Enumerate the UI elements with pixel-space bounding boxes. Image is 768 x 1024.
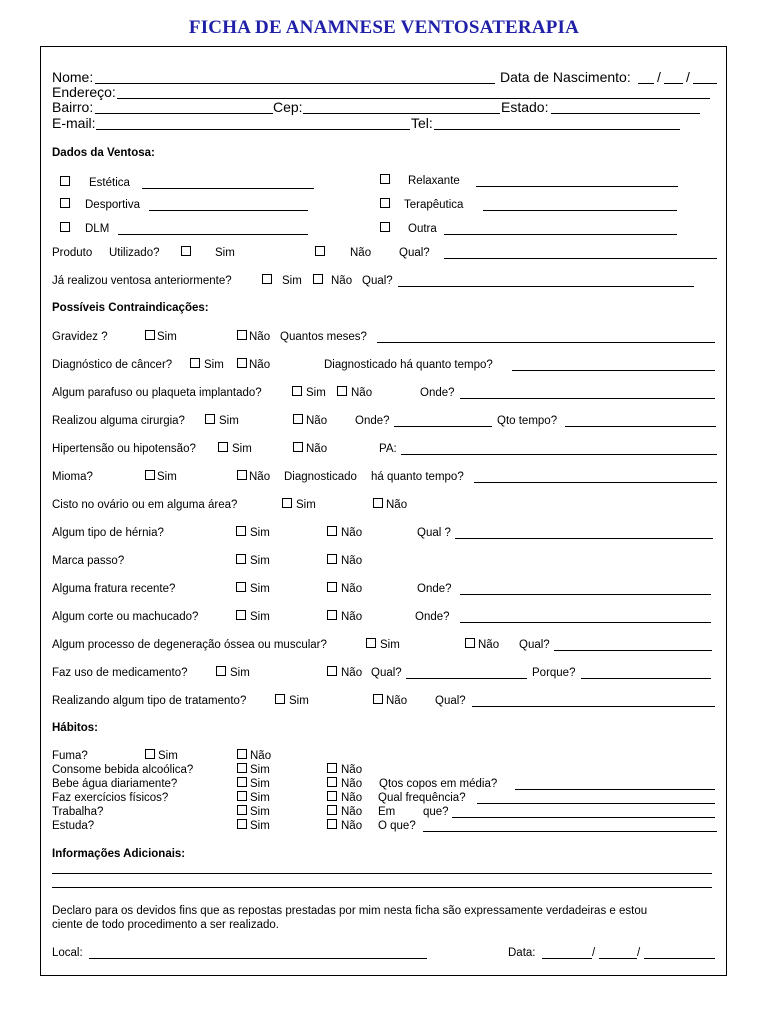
frequencia-label: Qual frequência? (378, 792, 466, 804)
sim-label: Sim (219, 415, 239, 427)
sim-label: Sim (289, 695, 309, 707)
cancer-sim-checkbox[interactable] (190, 358, 200, 368)
cancer-label: Diagnóstico de câncer? (52, 359, 173, 371)
qual-label: Qual ? (417, 527, 451, 539)
copos-label: Qtos copos em média? (379, 778, 498, 790)
fratura-sim-checkbox[interactable] (236, 582, 246, 592)
nao-label: Não (341, 764, 363, 776)
estado-field[interactable] (551, 113, 700, 114)
hernia-qual-field[interactable] (455, 538, 713, 539)
cancer-tempo-field[interactable] (512, 370, 715, 371)
fratura-label: Alguma fratura recente? (52, 583, 176, 595)
utilizado-label: Utilizado? (109, 247, 160, 259)
info-line-2[interactable] (52, 887, 712, 888)
degeneracao-label: Algum processo de degeneração óssea ou muscular? (52, 639, 327, 651)
sim-label: Sim (157, 471, 177, 483)
sim-label: Sim (306, 387, 326, 399)
cirurgia-sim-checkbox[interactable] (205, 414, 215, 424)
que-label: que? (423, 806, 449, 818)
data-year-field[interactable] (644, 958, 715, 959)
fuma-nao-checkbox[interactable] (237, 749, 247, 759)
sim-label: Sim (250, 611, 270, 623)
ja-realizou-nao-checkbox[interactable] (313, 274, 323, 284)
cep-label: Cep: (273, 99, 303, 115)
sim-label: Sim (250, 527, 270, 539)
dlm-label: DLM (85, 223, 110, 235)
corte-sim-checkbox[interactable] (236, 610, 246, 620)
sim-label: Sim (158, 750, 178, 762)
nao-label: Não (341, 778, 363, 790)
pa-field[interactable] (401, 454, 717, 455)
porque-label: Porque? (532, 667, 576, 679)
frequencia-field[interactable] (477, 803, 715, 804)
medicamento-sim-checkbox[interactable] (216, 666, 226, 676)
nao-label: Não (350, 247, 372, 259)
sim-label: Sim (250, 806, 270, 818)
data-label: Data: (508, 947, 536, 959)
mioma-nao-checkbox[interactable] (237, 470, 247, 480)
hernia-nao-checkbox[interactable] (327, 526, 337, 536)
hernia-label: Algum tipo de hérnia? (52, 527, 164, 539)
dlm-field[interactable] (118, 234, 308, 235)
trabalha-field[interactable] (452, 817, 715, 818)
tratamento-qual-field[interactable] (472, 706, 715, 707)
nao-label: Não (341, 806, 363, 818)
sim-label: Sim (380, 639, 400, 651)
trabalha-nao-checkbox[interactable] (327, 805, 337, 815)
onde-label: Onde? (420, 387, 455, 399)
estetica-field[interactable] (142, 188, 314, 189)
tel-label: Tel: (411, 115, 433, 131)
onde-label: Onde? (355, 415, 390, 427)
sim-label: Sim (230, 667, 250, 679)
fuma-label: Fuma? (52, 750, 88, 762)
fratura-onde-field[interactable] (460, 594, 711, 595)
sim-label: Sim (296, 499, 316, 511)
nao-label: Não (249, 331, 271, 343)
terapeutica-checkbox[interactable] (380, 198, 390, 208)
tratamento-label: Realizando algum tipo de tratamento? (52, 695, 247, 707)
sim-label: Sim (157, 331, 177, 343)
outra-label: Outra (408, 223, 437, 235)
declaracao-line-2: ciente de todo procedimento a ser realizado. (52, 919, 279, 931)
medicamento-qual-field[interactable] (406, 678, 527, 679)
local-field[interactable] (89, 958, 427, 959)
data-nascimento-label: Data de Nascimento: (500, 69, 631, 85)
trabalha-sim-checkbox[interactable] (237, 805, 247, 815)
cancer-nao-checkbox[interactable] (237, 358, 247, 368)
mioma-label: Mioma? (52, 471, 93, 483)
ja-realizou-sim-checkbox[interactable] (262, 274, 272, 284)
nome-label: Nome: (52, 69, 94, 85)
estado-label: Estado: (501, 99, 549, 115)
estuda-label: Estuda? (52, 820, 95, 832)
hipertensao-sim-checkbox[interactable] (218, 442, 228, 452)
ja-realizou-qual-field[interactable] (398, 286, 694, 287)
birth-month-field[interactable] (664, 83, 683, 84)
exercicios-label: Faz exercícios físicos? (52, 792, 169, 804)
outra-field[interactable] (444, 234, 677, 235)
declaracao-line-1: Declaro para os devidos fins que as repostas prestadas por mim nesta ficha são expressamente verdadeiras e estou (52, 905, 648, 917)
agua-sim-checkbox[interactable] (237, 777, 247, 787)
habitos-heading: Hábitos: (52, 722, 98, 734)
nao-label: Não (341, 555, 363, 567)
produto-label: Produto (52, 247, 93, 259)
exercicios-nao-checkbox[interactable] (327, 791, 337, 801)
nao-label: Não (306, 443, 328, 455)
qual-label: Qual? (435, 695, 466, 707)
parafuso-label: Algum parafuso ou plaqueta implantado? (52, 387, 262, 399)
local-label: Local: (52, 947, 83, 959)
ja-realizou-label: Já realizou ventosa anteriormente? (52, 275, 232, 287)
qto-tempo-label: Qto tempo? (497, 415, 558, 427)
sim-label: Sim (282, 275, 302, 287)
date-slash: / (686, 69, 690, 85)
nao-label: Não (249, 471, 271, 483)
mioma-tempo-field[interactable] (474, 482, 717, 483)
info-adicionais-heading: Informações Adicionais: (52, 848, 186, 860)
produto-nao-checkbox[interactable] (315, 246, 325, 256)
degeneracao-nao-checkbox[interactable] (465, 638, 475, 648)
relaxante-checkbox[interactable] (380, 174, 390, 184)
estetica-label: Estética (89, 177, 130, 189)
sim-label: Sim (250, 778, 270, 790)
em-label: Em (378, 806, 396, 818)
estetica-checkbox[interactable] (60, 176, 70, 186)
qual-label: Qual? (371, 667, 402, 679)
nao-label: Não (341, 583, 363, 595)
desportiva-label: Desportiva (85, 199, 140, 211)
cirurgia-nao-checkbox[interactable] (293, 414, 303, 424)
endereco-field[interactable] (117, 98, 710, 99)
terapeutica-label: Terapêutica (404, 199, 464, 211)
o-que-label: O que? (378, 820, 416, 832)
ha-quanto-tempo-label: há quanto tempo? (371, 471, 464, 483)
marca-passo-label: Marca passo? (52, 555, 125, 567)
estuda-field[interactable] (423, 831, 717, 832)
agua-label: Bebe água diariamente? (52, 778, 178, 790)
qual-label: Qual? (399, 247, 430, 259)
birth-day-field[interactable] (638, 83, 654, 84)
bairro-label: Bairro: (52, 99, 94, 115)
parafuso-nao-checkbox[interactable] (337, 386, 347, 396)
nao-label: Não (478, 639, 500, 651)
hipertensao-nao-checkbox[interactable] (293, 442, 303, 452)
contraindicacoes-heading: Possíveis Contraindicações: (52, 302, 209, 314)
corte-label: Algum corte ou machucado? (52, 611, 199, 623)
cep-field[interactable] (303, 113, 500, 114)
sim-label: Sim (250, 820, 270, 832)
gravidez-nao-checkbox[interactable] (237, 330, 247, 340)
onde-label: Onde? (415, 611, 450, 623)
nao-label: Não (249, 359, 271, 371)
email-label: E-mail: (52, 115, 96, 131)
cirurgia-onde-field[interactable] (394, 426, 492, 427)
tel-field[interactable] (434, 129, 680, 130)
fuma-sim-checkbox[interactable] (145, 749, 155, 759)
cisto-nao-checkbox[interactable] (373, 498, 383, 508)
nao-label: Não (306, 415, 328, 427)
parafuso-sim-checkbox[interactable] (292, 386, 302, 396)
terapeutica-field[interactable] (483, 210, 677, 211)
estuda-sim-checkbox[interactable] (237, 819, 247, 829)
desportiva-field[interactable] (149, 210, 308, 211)
bairro-field[interactable] (95, 113, 273, 114)
email-field[interactable] (96, 129, 410, 130)
relaxante-field[interactable] (476, 186, 678, 187)
degeneracao-qual-field[interactable] (554, 650, 712, 651)
sim-label: Sim (232, 443, 252, 455)
mioma-sim-checkbox[interactable] (145, 470, 155, 480)
produto-sim-checkbox[interactable] (181, 246, 191, 256)
sim-label: Sim (250, 764, 270, 776)
tratamento-nao-checkbox[interactable] (373, 694, 383, 704)
data-month-field[interactable] (599, 958, 637, 959)
qual-label: Qual? (362, 275, 393, 287)
bebida-nao-checkbox[interactable] (327, 763, 337, 773)
marca-passo-sim-checkbox[interactable] (236, 554, 246, 564)
sim-label: Sim (250, 583, 270, 595)
desportiva-checkbox[interactable] (60, 198, 70, 208)
nao-label: Não (386, 695, 408, 707)
gravidez-label: Gravidez ? (52, 331, 108, 343)
corte-nao-checkbox[interactable] (327, 610, 337, 620)
diagnosticado-label: Diagnosticado (284, 471, 357, 483)
sim-label: Sim (204, 359, 224, 371)
fratura-nao-checkbox[interactable] (327, 582, 337, 592)
nao-label: Não (331, 275, 353, 287)
pa-label: PA: (379, 443, 397, 455)
sim-label: Sim (215, 247, 235, 259)
sim-label: Sim (250, 555, 270, 567)
cirurgia-tempo-field[interactable] (565, 426, 716, 427)
birth-year-field[interactable] (693, 83, 717, 84)
quantos-meses-field[interactable] (377, 342, 715, 343)
medicamento-porque-field[interactable] (581, 678, 711, 679)
cirurgia-label: Realizou alguma cirurgia? (52, 415, 185, 427)
qual-label: Qual? (519, 639, 550, 651)
corte-onde-field[interactable] (460, 622, 711, 623)
endereco-label: Endereço: (52, 84, 116, 100)
date-slash: / (637, 947, 641, 959)
cisto-label: Cisto no ovário ou em alguma área? (52, 499, 238, 511)
degeneracao-sim-checkbox[interactable] (366, 638, 376, 648)
exercicios-sim-checkbox[interactable] (237, 791, 247, 801)
nao-label: Não (341, 667, 363, 679)
nao-label: Não (341, 820, 363, 832)
nao-label: Não (341, 792, 363, 804)
info-line-1[interactable] (52, 873, 712, 874)
nome-field[interactable] (95, 83, 495, 84)
relaxante-label: Relaxante (408, 175, 460, 187)
gravidez-sim-checkbox[interactable] (145, 330, 155, 340)
date-slash: / (592, 947, 596, 959)
date-slash: / (657, 69, 661, 85)
bebida-sim-checkbox[interactable] (237, 763, 247, 773)
dados-ventosa-heading: Dados da Ventosa: (52, 147, 155, 159)
medicamento-label: Faz uso de medicamento? (52, 667, 188, 679)
agua-nao-checkbox[interactable] (327, 777, 337, 787)
cisto-sim-checkbox[interactable] (282, 498, 292, 508)
data-day-field[interactable] (542, 958, 592, 959)
nao-label: Não (341, 611, 363, 623)
nao-label: Não (341, 527, 363, 539)
sim-label: Sim (250, 792, 270, 804)
tratamento-sim-checkbox[interactable] (275, 694, 285, 704)
nao-label: Não (250, 750, 272, 762)
parafuso-onde-field[interactable] (460, 398, 715, 399)
medicamento-nao-checkbox[interactable] (327, 666, 337, 676)
copos-field[interactable] (515, 789, 715, 790)
nao-label: Não (386, 499, 408, 511)
estuda-nao-checkbox[interactable] (327, 819, 337, 829)
trabalha-label: Trabalha? (52, 806, 104, 818)
outra-checkbox[interactable] (380, 222, 390, 232)
produto-qual-field[interactable] (444, 258, 717, 259)
page-title: FICHA DE ANAMNESE VENTOSATERAPIA (188, 17, 580, 38)
nao-label: Não (351, 387, 373, 399)
hernia-sim-checkbox[interactable] (236, 526, 246, 536)
onde-label: Onde? (417, 583, 452, 595)
marca-passo-nao-checkbox[interactable] (327, 554, 337, 564)
bebida-label: Consome bebida alcoólica? (52, 764, 194, 776)
quantos-meses-label: Quantos meses? (280, 331, 367, 343)
dlm-checkbox[interactable] (60, 222, 70, 232)
hipertensao-label: Hipertensão ou hipotensão? (52, 443, 196, 455)
diag-tempo-label: Diagnosticado há quanto tempo? (324, 359, 493, 371)
